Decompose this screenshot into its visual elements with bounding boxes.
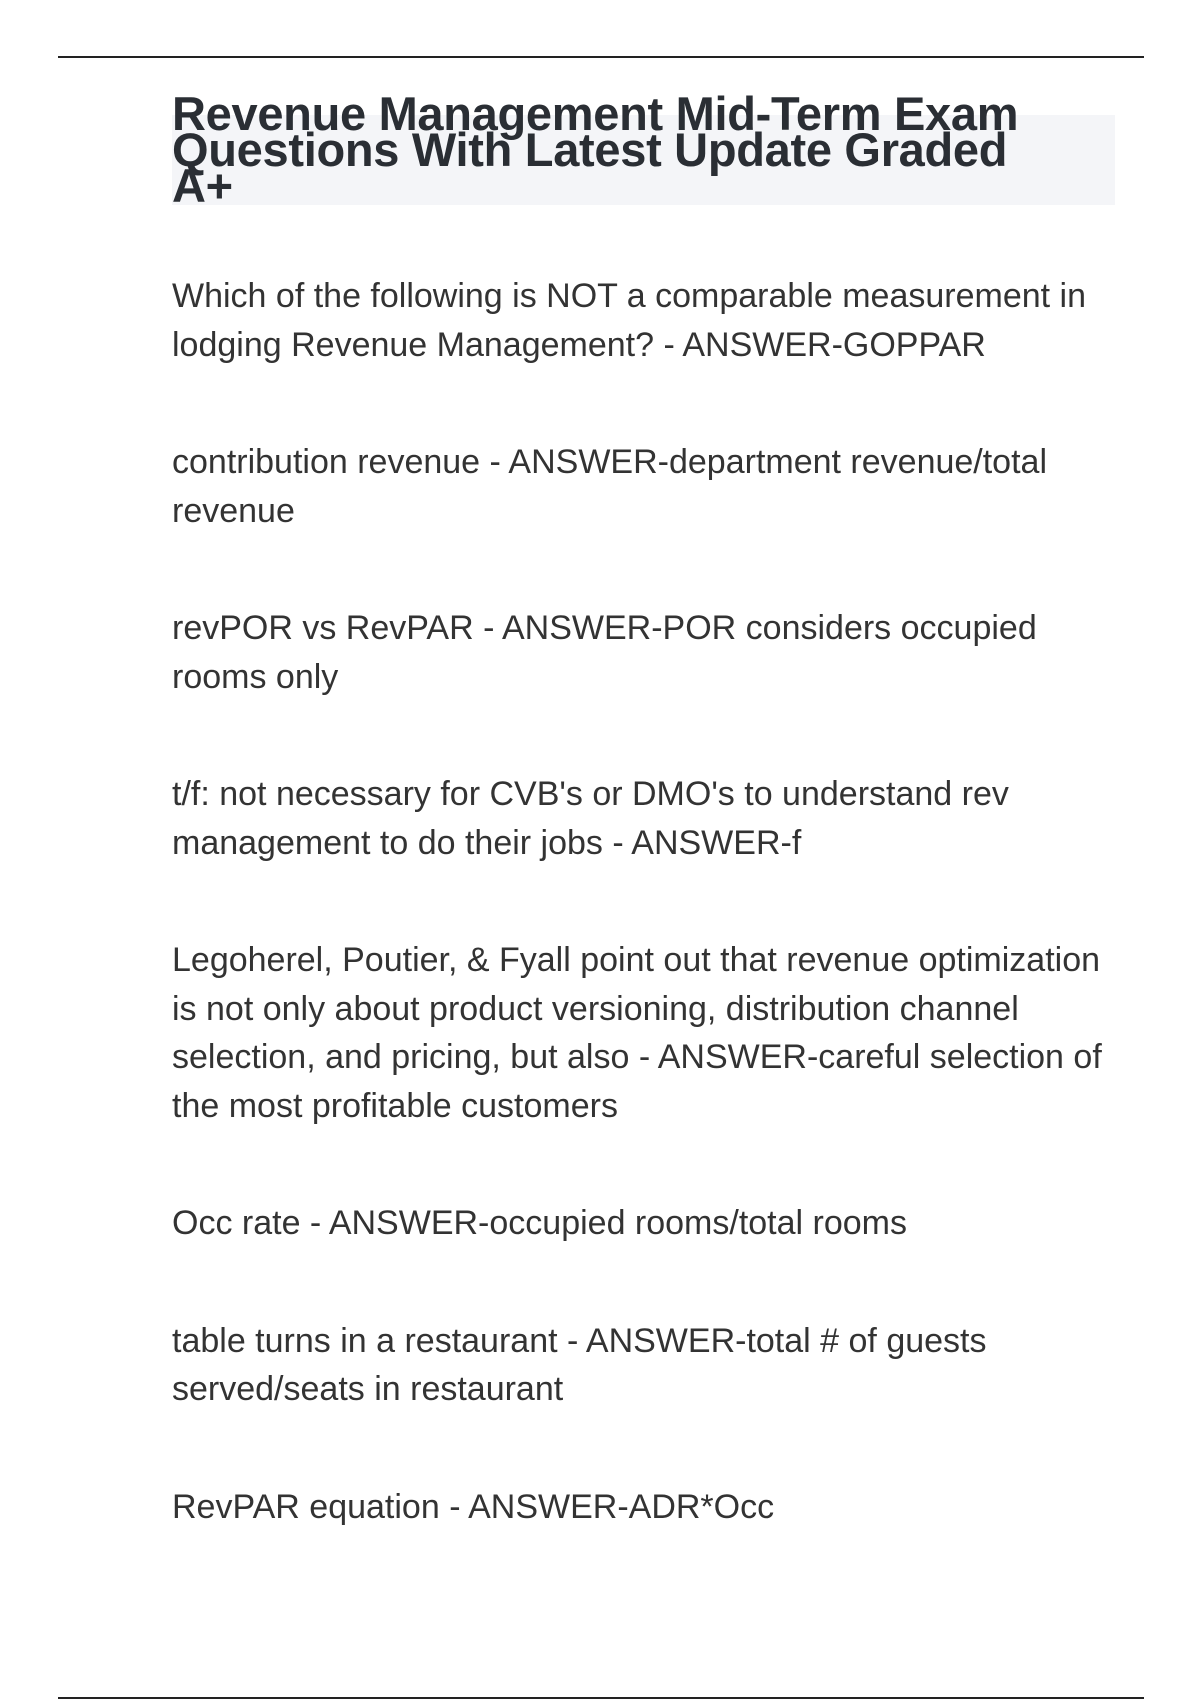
qa-item: contribution revenue - ANSWER-department revenue/total revenue [172,443,1048,530]
qa-item: RevPAR equation - ANSWER-ADR*Occ [172,1487,775,1526]
qa-list [172,272,1122,1531]
qa-item: t/f: not necessary for CVB's or DMO's to understand rev management to do their jobs - ANSWER-f [172,775,1009,862]
qa-item: table turns in a restaurant - ANSWER-total # of guests served/seats in restaurant [172,1321,987,1408]
qa-item: Which of the following is NOT a comparable measurement in lodging Revenue Management? - ANSWER-GOPPAR [172,277,1086,364]
qa-item: revPOR vs RevPAR - ANSWER-POR considers occupied rooms only [172,609,1037,696]
qa-item: Occ rate - ANSWER-occupied rooms/total rooms [172,1204,908,1242]
bottom-divider [58,1697,1144,1699]
qa-item: Legoherel, Poutier, & Fyall point out that revenue optimization is not only about product versioning, distribution channel selection, and pricing, but also - ANSWER-careful selection of the most profitable customers [172,941,1102,1125]
top-divider [58,56,1144,58]
document-title: Revenue Management Mid-Term Exam Questions With Latest Update Graded A+ [172,87,1019,212]
